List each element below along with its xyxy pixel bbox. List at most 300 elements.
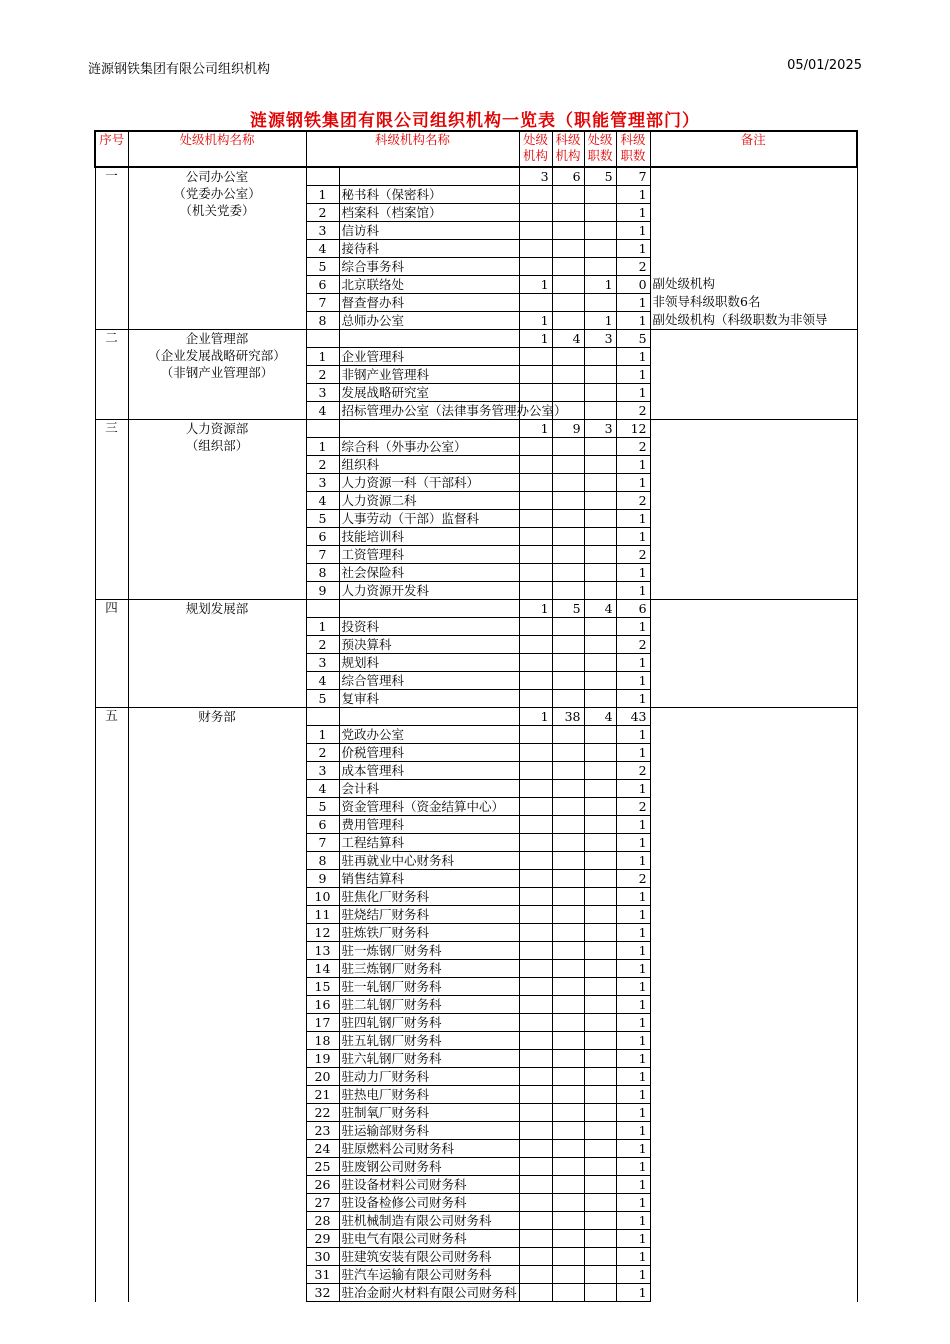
section-dept-count xyxy=(519,1068,552,1086)
org-table xyxy=(94,130,858,1302)
section-note xyxy=(650,1122,857,1140)
section-dept-count xyxy=(519,654,552,672)
section-section-count xyxy=(552,1068,584,1086)
section-dept-posts xyxy=(584,1194,616,1212)
section-name: 规划科 xyxy=(339,654,519,672)
section-section-count xyxy=(552,798,584,816)
section-note xyxy=(650,1158,857,1176)
section-dept-count xyxy=(519,978,552,996)
section-note xyxy=(650,222,857,240)
section-section-posts: 1 xyxy=(616,240,650,258)
section-note xyxy=(650,528,857,546)
section-dept-count xyxy=(519,996,552,1014)
section-no: 18 xyxy=(306,1032,339,1050)
section-section-count xyxy=(552,546,584,564)
section-dept-count xyxy=(519,510,552,528)
section-no: 29 xyxy=(306,1230,339,1248)
section-no: 19 xyxy=(306,1050,339,1068)
section-section-posts: 2 xyxy=(616,492,650,510)
section-no: 3 xyxy=(306,654,339,672)
section-dept-posts xyxy=(584,888,616,906)
section-dept-count xyxy=(519,474,552,492)
section-dept-posts xyxy=(584,636,616,654)
section-section-count xyxy=(552,834,584,852)
dept-name-line: （非钢产业管理部） xyxy=(160,365,274,380)
section-section-posts: 2 xyxy=(616,762,650,780)
section-dept-posts xyxy=(584,204,616,222)
section-no: 10 xyxy=(306,888,339,906)
section-name: 驻动力厂财务科 xyxy=(339,1068,519,1086)
section-note xyxy=(650,924,857,942)
section-no: 13 xyxy=(306,942,339,960)
section-section-count xyxy=(552,960,584,978)
section-note xyxy=(650,996,857,1014)
section-dept-posts xyxy=(584,510,616,528)
section-section-count xyxy=(552,204,584,222)
section-section-posts: 1 xyxy=(616,1104,650,1122)
section-note xyxy=(650,1176,857,1194)
section-section-posts: 1 xyxy=(616,1068,650,1086)
dept-name-line: 财务部 xyxy=(198,709,236,724)
section-section-posts: 1 xyxy=(616,1284,650,1302)
section-dept-count xyxy=(519,1176,552,1194)
section-dept-count xyxy=(519,546,552,564)
section-dept-count xyxy=(519,1158,552,1176)
org-table-container xyxy=(94,130,856,1302)
section-dept-count xyxy=(519,1266,552,1284)
section-section-count xyxy=(552,438,584,456)
section-no: 2 xyxy=(306,456,339,474)
group-total-value: 4 xyxy=(584,708,616,726)
section-dept-count xyxy=(519,456,552,474)
section-no: 6 xyxy=(306,528,339,546)
section-section-count xyxy=(552,996,584,1014)
section-dept-count xyxy=(519,222,552,240)
section-dept-posts xyxy=(584,348,616,366)
section-dept-count xyxy=(519,618,552,636)
col-header-section-posts: 科级 职数 xyxy=(616,131,650,167)
section-note xyxy=(650,726,857,744)
section-section-posts: 1 xyxy=(616,1032,650,1050)
section-section-posts: 2 xyxy=(616,438,650,456)
section-note xyxy=(650,690,857,708)
section-name: 驻原燃料公司财务科 xyxy=(339,1140,519,1158)
section-section-count xyxy=(552,816,584,834)
section-note xyxy=(650,960,857,978)
section-dept-count: 1 xyxy=(519,312,552,330)
section-dept-posts xyxy=(584,240,616,258)
section-note xyxy=(650,780,857,798)
section-section-count xyxy=(552,618,584,636)
dept-name-line: （机关党委） xyxy=(179,203,255,218)
section-no: 32 xyxy=(306,1284,339,1302)
section-name: 人力资源二科 xyxy=(339,492,519,510)
section-note xyxy=(650,852,857,870)
section-section-count xyxy=(552,1014,584,1032)
section-section-posts: 1 xyxy=(616,186,650,204)
section-name: 价税管理科 xyxy=(339,744,519,762)
section-dept-posts xyxy=(584,780,616,798)
section-section-count xyxy=(552,636,584,654)
section-no: 15 xyxy=(306,978,339,996)
section-section-posts: 1 xyxy=(616,1248,650,1266)
section-name: 北京联络处 xyxy=(339,276,519,294)
section-name: 组织科 xyxy=(339,456,519,474)
section-section-posts: 1 xyxy=(616,1230,650,1248)
section-note xyxy=(650,654,857,672)
section-section-posts: 1 xyxy=(616,510,650,528)
section-dept-posts xyxy=(584,1140,616,1158)
group-total-value: 1 xyxy=(519,420,552,438)
group-total-value: 6 xyxy=(552,167,584,186)
col-header-notes: 备注 xyxy=(650,131,857,167)
section-dept-posts xyxy=(584,618,616,636)
section-note xyxy=(650,618,857,636)
section-no: 24 xyxy=(306,1140,339,1158)
section-section-posts: 1 xyxy=(616,816,650,834)
section-no: 22 xyxy=(306,1104,339,1122)
section-dept-posts xyxy=(584,996,616,1014)
section-dept-posts xyxy=(584,1158,616,1176)
group-total-value: 5 xyxy=(616,330,650,348)
section-dept-posts xyxy=(584,474,616,492)
section-section-posts: 1 xyxy=(616,348,650,366)
section-dept-posts xyxy=(584,762,616,780)
group-row xyxy=(95,420,857,438)
section-dept-count xyxy=(519,1122,552,1140)
section-dept-posts xyxy=(584,834,616,852)
dept-name-line: 规划发展部 xyxy=(185,601,249,616)
section-no: 1 xyxy=(306,348,339,366)
section-note xyxy=(650,906,857,924)
section-section-count xyxy=(552,186,584,204)
section-note xyxy=(650,456,857,474)
section-dept-posts xyxy=(584,1086,616,1104)
section-note xyxy=(650,186,857,204)
group-total-value: 1 xyxy=(519,708,552,726)
section-name: 技能培训科 xyxy=(339,528,519,546)
section-no: 17 xyxy=(306,1014,339,1032)
section-name: 驻四轧钢厂财务科 xyxy=(339,1014,519,1032)
section-no: 12 xyxy=(306,924,339,942)
section-dept-posts xyxy=(584,1284,616,1302)
section-dept-posts xyxy=(584,978,616,996)
section-section-count xyxy=(552,654,584,672)
section-note xyxy=(650,744,857,762)
section-name: 非钢产业管理科 xyxy=(339,366,519,384)
section-dept-count xyxy=(519,1248,552,1266)
section-dept-count xyxy=(519,798,552,816)
section-dept-count xyxy=(519,852,552,870)
section-note xyxy=(650,510,857,528)
group-row xyxy=(95,330,857,348)
section-section-count xyxy=(552,888,584,906)
section-section-posts: 1 xyxy=(616,1266,650,1284)
section-section-posts: 1 xyxy=(616,906,650,924)
section-section-count xyxy=(552,1248,584,1266)
section-note xyxy=(650,762,857,780)
section-section-count xyxy=(552,1086,584,1104)
section-no: 7 xyxy=(306,294,339,312)
section-note xyxy=(650,1194,857,1212)
group-total-no xyxy=(306,330,339,348)
group-total-no xyxy=(306,420,339,438)
section-no: 6 xyxy=(306,816,339,834)
section-dept-count xyxy=(519,636,552,654)
section-name: 驻六轧钢厂财务科 xyxy=(339,1050,519,1068)
section-no: 1 xyxy=(306,186,339,204)
section-section-count xyxy=(552,312,584,330)
section-name: 资金管理科（资金结算中心） xyxy=(339,798,519,816)
section-section-count xyxy=(552,1104,584,1122)
section-section-posts: 1 xyxy=(616,474,650,492)
section-name: 预决算科 xyxy=(339,636,519,654)
section-note xyxy=(650,978,857,996)
section-name: 驻五轧钢厂财务科 xyxy=(339,1032,519,1050)
section-section-posts: 1 xyxy=(616,834,650,852)
section-dept-count xyxy=(519,672,552,690)
section-dept-posts xyxy=(584,528,616,546)
section-note xyxy=(650,582,857,600)
section-no: 2 xyxy=(306,366,339,384)
section-name: 驻废钢公司财务科 xyxy=(339,1158,519,1176)
group-dept-name xyxy=(128,330,306,420)
group-total-name xyxy=(339,167,519,186)
section-dept-posts xyxy=(584,672,616,690)
section-no: 31 xyxy=(306,1266,339,1284)
section-section-posts: 0 xyxy=(616,276,650,294)
section-name: 复审科 xyxy=(339,690,519,708)
group-total-no xyxy=(306,167,339,186)
section-section-count xyxy=(552,762,584,780)
section-dept-posts xyxy=(584,1032,616,1050)
section-section-posts: 2 xyxy=(616,636,650,654)
section-section-count xyxy=(552,366,584,384)
section-dept-posts xyxy=(584,1068,616,1086)
group-dept-name xyxy=(128,420,306,600)
section-note xyxy=(650,816,857,834)
group-total-value: 1 xyxy=(519,330,552,348)
section-dept-count xyxy=(519,186,552,204)
section-section-count xyxy=(552,222,584,240)
section-section-posts: 1 xyxy=(616,618,650,636)
section-name: 驻建筑安装有限公司财务科 xyxy=(339,1248,519,1266)
section-section-posts: 1 xyxy=(616,942,650,960)
section-dept-count xyxy=(519,1104,552,1122)
section-dept-posts xyxy=(584,438,616,456)
section-dept-posts xyxy=(584,816,616,834)
section-no: 11 xyxy=(306,906,339,924)
section-name: 驻运输部财务科 xyxy=(339,1122,519,1140)
group-total-value: 6 xyxy=(616,600,650,618)
section-section-count xyxy=(552,510,584,528)
section-dept-posts xyxy=(584,456,616,474)
col-header-dept-posts: 处级 职数 xyxy=(584,131,616,167)
section-name: 驻冶金耐火材料有限公司财务科 xyxy=(339,1284,519,1302)
section-section-count xyxy=(552,1158,584,1176)
section-dept-count xyxy=(519,960,552,978)
section-section-count xyxy=(552,294,584,312)
section-dept-count xyxy=(519,924,552,942)
section-section-posts: 1 xyxy=(616,456,650,474)
section-note xyxy=(650,1104,857,1122)
group-total-value: 9 xyxy=(552,420,584,438)
section-note xyxy=(650,1086,857,1104)
section-dept-count xyxy=(519,528,552,546)
section-dept-posts xyxy=(584,384,616,402)
section-section-count xyxy=(552,942,584,960)
section-section-count xyxy=(552,474,584,492)
section-no: 7 xyxy=(306,834,339,852)
section-dept-posts xyxy=(584,366,616,384)
section-name: 驻汽车运输有限公司财务科 xyxy=(339,1266,519,1284)
section-section-count xyxy=(552,1032,584,1050)
section-no: 9 xyxy=(306,582,339,600)
section-note xyxy=(650,636,857,654)
section-dept-count xyxy=(519,204,552,222)
section-dept-posts xyxy=(584,1212,616,1230)
section-no: 5 xyxy=(306,798,339,816)
group-total-value: 38 xyxy=(552,708,584,726)
group-total-value: 4 xyxy=(584,600,616,618)
section-no: 14 xyxy=(306,960,339,978)
section-dept-posts xyxy=(584,492,616,510)
section-no: 3 xyxy=(306,384,339,402)
group-total-name xyxy=(339,708,519,726)
section-no: 1 xyxy=(306,726,339,744)
section-no: 20 xyxy=(306,1068,339,1086)
section-no: 8 xyxy=(306,852,339,870)
section-note xyxy=(650,1014,857,1032)
section-section-posts: 1 xyxy=(616,888,650,906)
section-name: 秘书科（保密科） xyxy=(339,186,519,204)
group-dept-name xyxy=(128,600,306,708)
section-no: 30 xyxy=(306,1248,339,1266)
section-name: 工资管理科 xyxy=(339,546,519,564)
section-section-posts: 1 xyxy=(616,780,650,798)
section-name: 驻机械制造有限公司财务科 xyxy=(339,1212,519,1230)
group-note xyxy=(650,330,857,348)
section-no: 4 xyxy=(306,672,339,690)
section-note xyxy=(650,258,857,276)
section-section-count xyxy=(552,240,584,258)
section-name: 信访科 xyxy=(339,222,519,240)
section-section-posts: 2 xyxy=(616,402,650,420)
group-seq: 二 xyxy=(95,330,128,420)
section-section-posts: 1 xyxy=(616,1050,650,1068)
section-section-posts: 1 xyxy=(616,1212,650,1230)
col-header-dept-count: 处级 机构 xyxy=(519,131,552,167)
group-total-name xyxy=(339,330,519,348)
section-name: 驻再就业中心财务科 xyxy=(339,852,519,870)
group-total-no xyxy=(306,708,339,726)
section-section-count xyxy=(552,726,584,744)
section-dept-count xyxy=(519,744,552,762)
section-section-posts: 1 xyxy=(616,312,650,330)
section-dept-posts xyxy=(584,744,616,762)
section-no: 8 xyxy=(306,312,339,330)
section-note xyxy=(650,546,857,564)
group-total-name xyxy=(339,420,519,438)
section-name: 档案科（档案馆） xyxy=(339,204,519,222)
section-dept-posts xyxy=(584,690,616,708)
section-section-posts: 1 xyxy=(616,1176,650,1194)
section-dept-posts xyxy=(584,258,616,276)
section-dept-count xyxy=(519,1014,552,1032)
col-header-dept: 处级机构名称 xyxy=(128,131,306,167)
group-note xyxy=(650,420,857,438)
section-section-posts: 2 xyxy=(616,870,650,888)
section-name: 驻电气有限公司财务科 xyxy=(339,1230,519,1248)
section-name: 驻设备检修公司财务科 xyxy=(339,1194,519,1212)
section-no: 3 xyxy=(306,222,339,240)
section-dept-posts: 1 xyxy=(584,312,616,330)
section-dept-count xyxy=(519,294,552,312)
section-note xyxy=(650,438,857,456)
section-dept-count xyxy=(519,240,552,258)
section-dept-posts xyxy=(584,1104,616,1122)
table-body xyxy=(95,167,857,1302)
group-total-value: 1 xyxy=(519,600,552,618)
section-section-count xyxy=(552,1176,584,1194)
section-section-count xyxy=(552,924,584,942)
section-section-count xyxy=(552,780,584,798)
section-section-count xyxy=(552,978,584,996)
page-header-left: 涟源钢铁集团有限公司组织机构 xyxy=(88,62,271,77)
section-name: 督查督办科 xyxy=(339,294,519,312)
section-name: 工程结算科 xyxy=(339,834,519,852)
section-dept-count xyxy=(519,1050,552,1068)
section-no: 28 xyxy=(306,1212,339,1230)
section-no: 2 xyxy=(306,636,339,654)
section-section-posts: 1 xyxy=(616,690,650,708)
dept-name-line: （党委办公室） xyxy=(173,186,261,201)
section-section-count xyxy=(552,384,584,402)
section-name: 驻三炼钢厂财务科 xyxy=(339,960,519,978)
section-name: 社会保险科 xyxy=(339,564,519,582)
section-dept-count xyxy=(519,564,552,582)
group-seq: 五 xyxy=(95,708,128,1302)
section-section-count xyxy=(552,1212,584,1230)
section-dept-posts xyxy=(584,942,616,960)
section-section-count xyxy=(552,1230,584,1248)
section-dept-posts xyxy=(584,222,616,240)
table-header-row xyxy=(95,131,857,167)
section-name: 总师办公室 xyxy=(339,312,519,330)
section-section-posts: 1 xyxy=(616,582,650,600)
section-dept-posts xyxy=(584,402,616,420)
section-no: 1 xyxy=(306,618,339,636)
section-dept-posts xyxy=(584,1266,616,1284)
group-total-value: 5 xyxy=(584,167,616,186)
section-section-count xyxy=(552,852,584,870)
section-dept-count xyxy=(519,816,552,834)
section-section-count xyxy=(552,276,584,294)
section-section-posts: 1 xyxy=(616,978,650,996)
section-section-posts: 1 xyxy=(616,1086,650,1104)
section-name: 驻制氧厂财务科 xyxy=(339,1104,519,1122)
col-header-seq: 序号 xyxy=(95,131,128,167)
section-no: 5 xyxy=(306,258,339,276)
group-dept-name xyxy=(128,708,306,1302)
section-dept-posts xyxy=(584,1122,616,1140)
section-note: 非领导科级职数6名 xyxy=(650,294,857,312)
section-dept-posts xyxy=(584,186,616,204)
section-note xyxy=(650,1032,857,1050)
section-name: 综合科（外事办公室） xyxy=(339,438,519,456)
section-no: 4 xyxy=(306,492,339,510)
section-note xyxy=(650,348,857,366)
